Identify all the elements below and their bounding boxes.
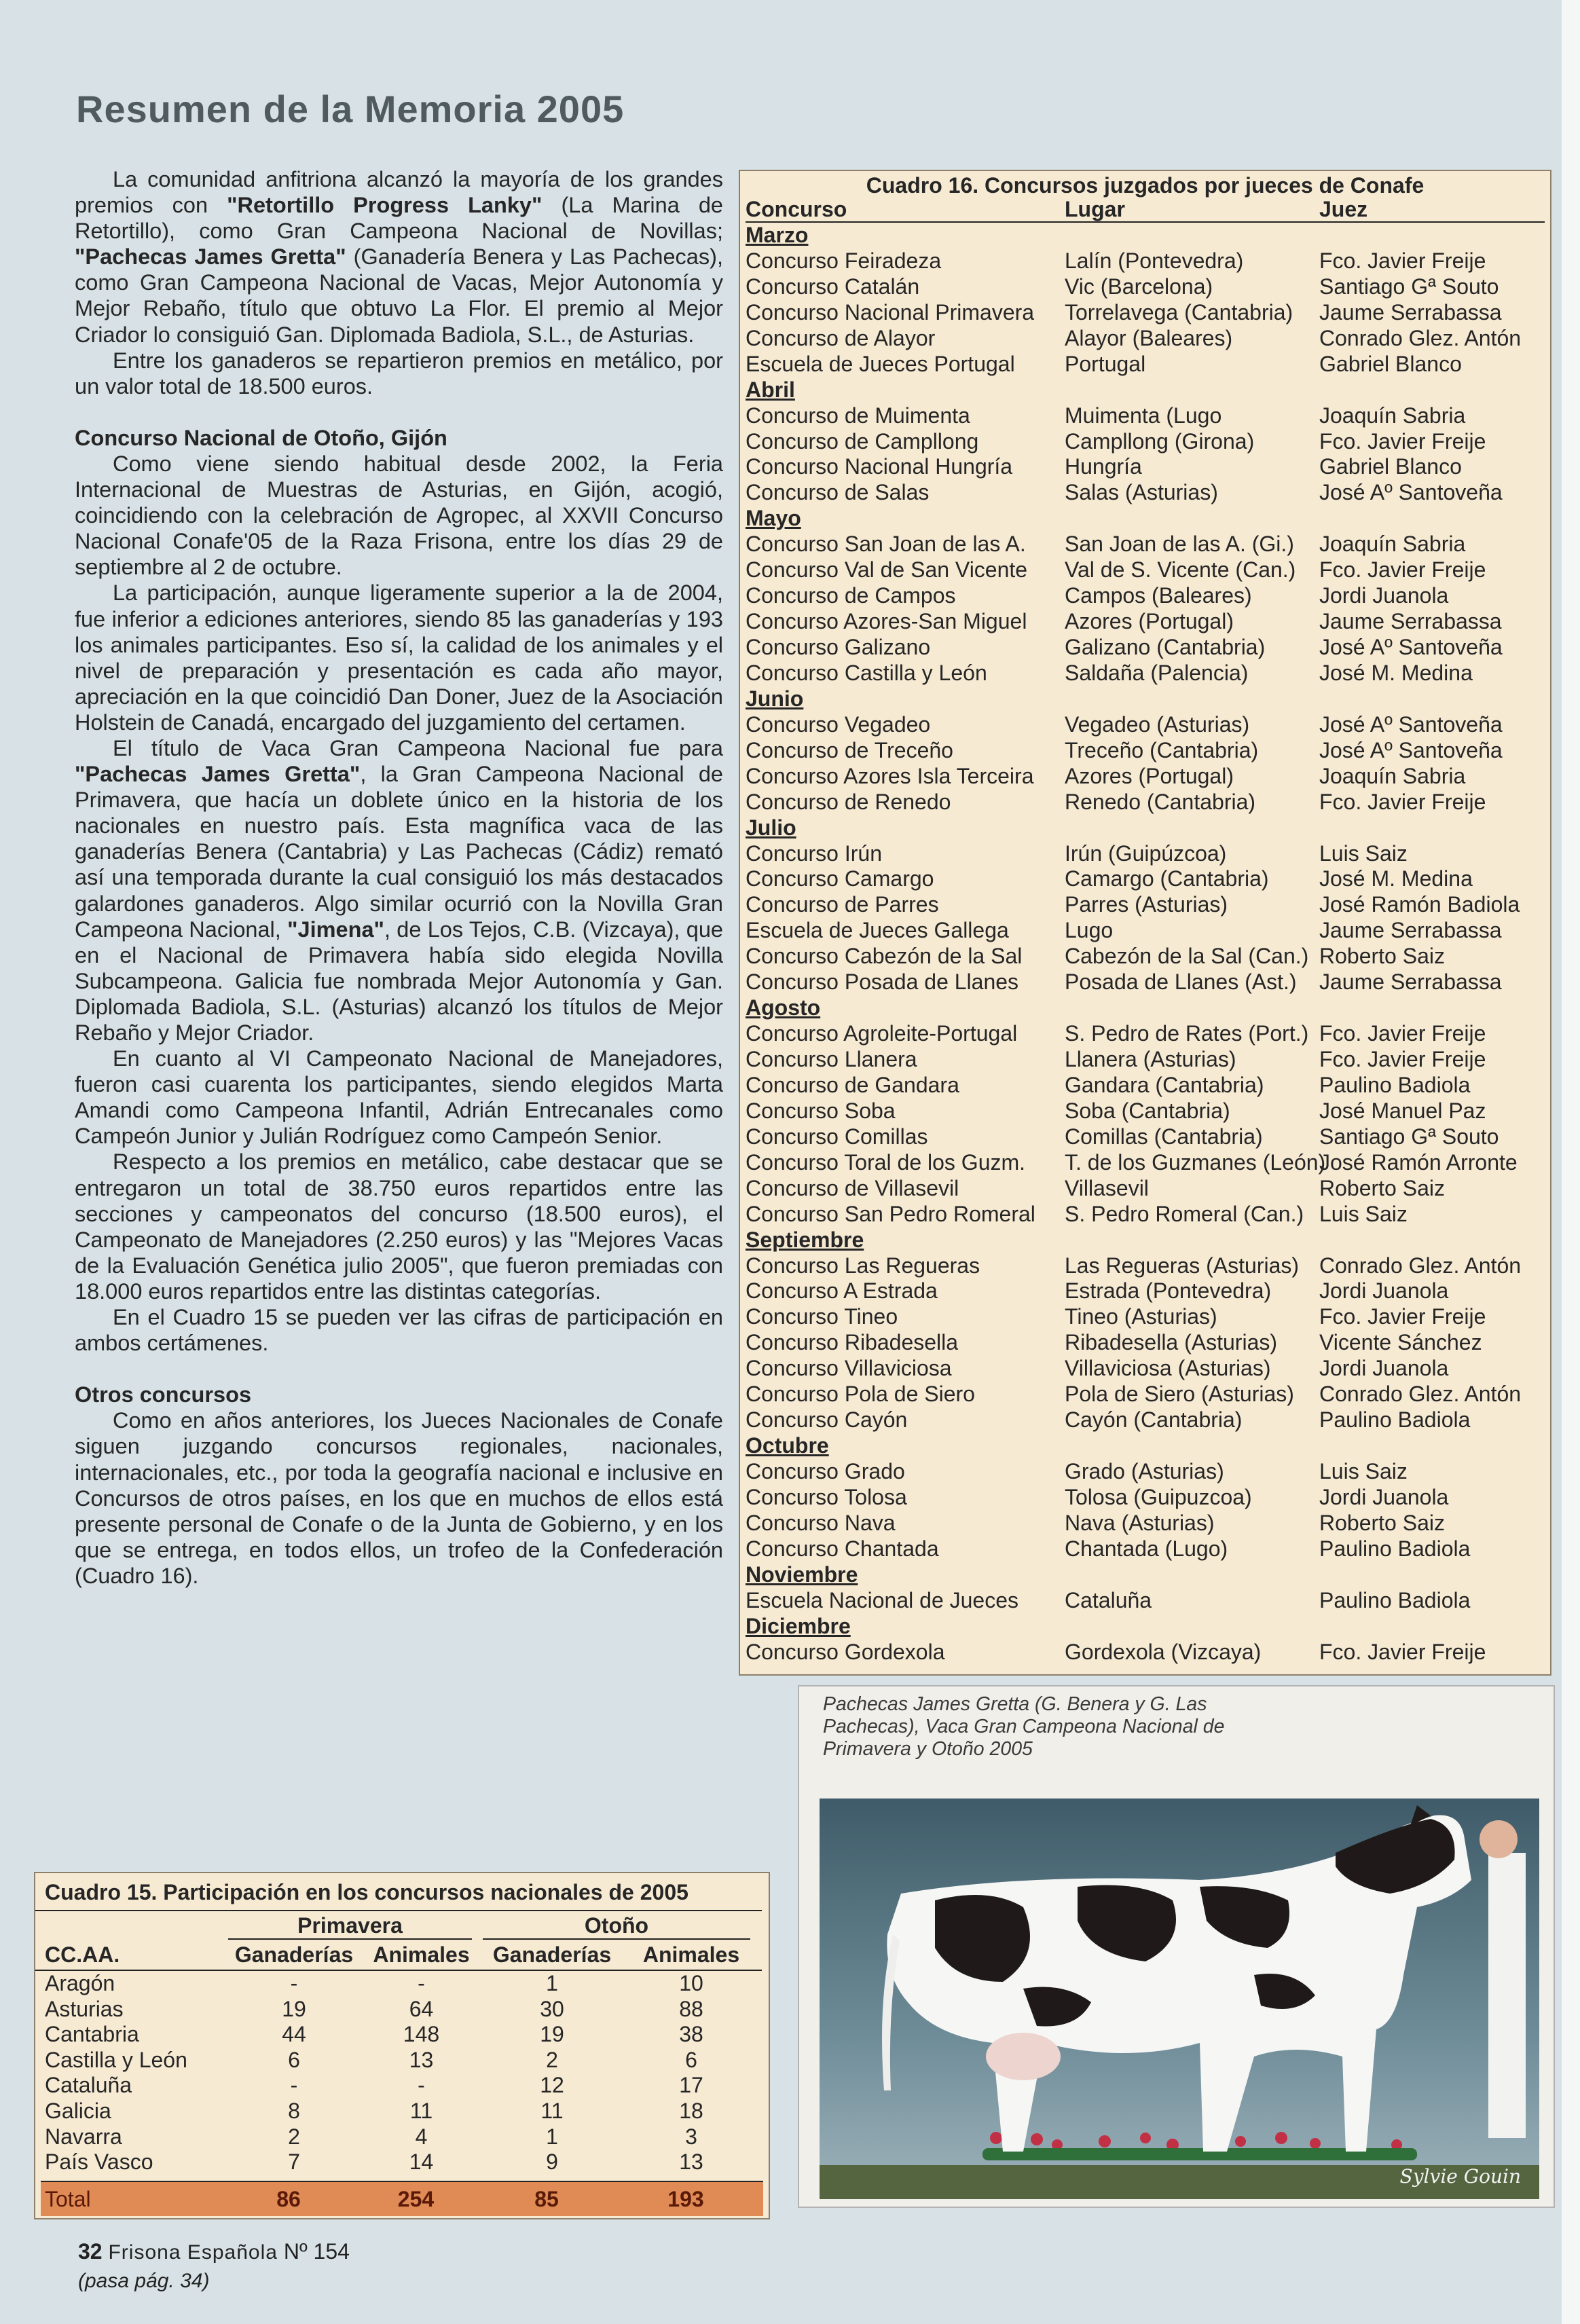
table-row (746, 1640, 1545, 1665)
group-otono: Otoño (483, 1911, 750, 1940)
table-cell: 19 (282, 1996, 306, 2021)
table-row (746, 1511, 1545, 1536)
table-cell: Cataluña (1065, 1587, 1152, 1612)
total-row (41, 2181, 763, 2216)
table-cell: Concurso Irún (746, 841, 882, 866)
table-cell: José Manuel Paz (1319, 1098, 1486, 1123)
table-cell: Concurso Comillas (746, 1124, 928, 1149)
table-cell: País Vasco (45, 2150, 153, 2175)
table-cell: Gandara (Cantabria) (1065, 1072, 1264, 1097)
table-row (35, 2124, 769, 2150)
table-cell: Concurso Posada de Llanes (746, 970, 1019, 995)
table-row (746, 326, 1545, 352)
table-cell: José M. Medina (1319, 660, 1473, 685)
table-cell: Concurso de Villasevil (746, 1175, 959, 1200)
month-heading: Marzo (746, 223, 809, 247)
table-cell: 2 (288, 2124, 300, 2149)
table-cell: Fco. Javier Freije (1319, 1304, 1486, 1329)
column-header: Juez (1319, 197, 1368, 221)
table-header (35, 1940, 762, 1971)
table-cell: 3 (685, 2124, 697, 2149)
table-cell: Tineo (Asturias) (1065, 1304, 1217, 1329)
section-heading-otros: Otros concursos (75, 1382, 252, 1407)
table-cell: Portugal (1065, 351, 1146, 376)
table-row (35, 1997, 769, 2023)
table-row (35, 1971, 769, 1997)
table-row (746, 609, 1545, 635)
table-cell: Val de S. Vicente (Can.) (1065, 557, 1296, 583)
table-cell: 1 (546, 1971, 558, 1995)
group-primavera: Primavera (228, 1911, 472, 1940)
table-cell: Luis Saiz (1319, 1459, 1408, 1483)
table-cell: Aragón (45, 1971, 115, 1995)
column-header: Ganaderías (492, 1942, 612, 1967)
table-row (35, 2150, 769, 2175)
table-cell: Escuela de Jueces Portugal (746, 351, 1015, 376)
table-row (35, 2022, 769, 2048)
table-cell: 14 (409, 2150, 434, 2175)
table-cell: Concurso San Joan de las A. (746, 532, 1026, 557)
table-cell: Estrada (Pontevedra) (1065, 1278, 1272, 1304)
table-row (746, 1485, 1545, 1511)
table-title: Cuadro 15. Participación en los concursos nacionales de 2005 (35, 1873, 762, 1911)
table-cell: Santiago Gª Souto (1319, 274, 1499, 299)
column-header: Lugar (1065, 197, 1125, 221)
table-row (746, 1304, 1545, 1330)
table-cell: Concurso de Salas (746, 480, 930, 505)
table-cell: Jordi Juanola (1319, 1278, 1449, 1304)
table-cell: Jordi Juanola (1319, 583, 1449, 608)
cow-photo-image (820, 1799, 1539, 2199)
table-cell: Villaviciosa (Asturias) (1065, 1356, 1271, 1381)
month-heading: Julio (746, 815, 796, 840)
table-cell: Cantabria (45, 2022, 139, 2047)
table-row (746, 429, 1545, 455)
group-header (35, 1911, 769, 1940)
table-cell: Asturias (45, 1996, 124, 2021)
table-cell: 13 (409, 2047, 434, 2072)
table-cell: Nava (Asturias) (1065, 1510, 1215, 1535)
table-cell: Jordi Juanola (1319, 1356, 1449, 1381)
table-cell: S. Pedro Romeral (Can.) (1065, 1201, 1304, 1226)
table-cell: 85 (534, 2186, 559, 2211)
table-cell: Azores (Portugal) (1065, 763, 1234, 788)
table-cell: José M. Medina (1319, 866, 1473, 891)
table-row (746, 635, 1545, 661)
table-cell: Concurso Gordexola (746, 1639, 945, 1664)
table-cell: Irún (Guipúzcoa) (1065, 841, 1227, 866)
table-cell: Conrado Glez. Antón (1319, 325, 1522, 350)
table-cell: José Ramón Badiola (1319, 892, 1520, 917)
issue-number: Nº 154 (283, 2239, 350, 2264)
table-cell: 19 (540, 2022, 564, 2047)
table-cell: José Aº Santoveña (1319, 737, 1503, 762)
table-cell: 1 (546, 2124, 558, 2149)
table-cell: Concurso Cayón (746, 1407, 908, 1433)
table-cell: Joaquín Sabria (1319, 532, 1466, 557)
table-cell: Concurso de Alayor (746, 325, 936, 350)
article-paragraph: Entre los ganaderos se repartieron premios en metálico, por un valor total de 18.500 euros. (75, 348, 723, 399)
table-cell: Salas (Asturias) (1065, 480, 1218, 505)
table-body (740, 223, 1550, 1665)
table-cell: Pola de Siero (Asturias) (1065, 1382, 1294, 1407)
table-cell: José Aº Santoveña (1319, 712, 1503, 737)
table-cell: Cayón (Cantabria) (1065, 1407, 1243, 1433)
table-row (35, 2099, 769, 2124)
table-cell: Concurso Castilla y León (746, 660, 987, 685)
table-row (746, 532, 1545, 557)
table-row (746, 248, 1545, 274)
table-cell: 86 (276, 2186, 301, 2211)
table-cell: Jaume Serrabassa (1319, 609, 1502, 634)
cuadro-16-table (739, 170, 1551, 1676)
table-cell: Comillas (Cantabria) (1065, 1124, 1263, 1149)
table-cell: Grado (Asturias) (1065, 1459, 1224, 1483)
table-cell: Concurso Soba (746, 1098, 896, 1123)
table-row (746, 1459, 1545, 1485)
table-row (746, 1356, 1545, 1382)
table-cell: Roberto Saiz (1319, 1175, 1445, 1200)
table-row (746, 1176, 1545, 1202)
magazine-name: Frisona Española (108, 2241, 278, 2264)
column-header: Animales (373, 1942, 470, 1967)
table-cell: Camargo (Cantabria) (1065, 866, 1269, 891)
month-heading: Mayo (746, 506, 801, 531)
continued-note: (pasa pág. 34) (78, 2270, 210, 2292)
table-cell: 11 (540, 2098, 564, 2123)
article-paragraph: La participación, aunque ligeramente superior a la de 2004, fue inferior a ediciones anteriores, siendo 85 las ganaderías y 193 los animales participantes. Eso sí, la calidad de los animales y el nivel de preparación y presentación es cada año mayor, apreciación en la que coincidió Dan Doner, Juez de la Asociación Holstein de Canadá, encargado del juzgamiento del certamen. (75, 580, 723, 735)
table-cell: T. de los Guzmanes (León) (1065, 1149, 1326, 1175)
table-cell: Gabriel Blanco (1319, 454, 1462, 479)
table-cell: 148 (403, 2022, 440, 2047)
table-cell: Alayor (Baleares) (1065, 325, 1233, 350)
table-cell: José Ramón Arronte (1319, 1149, 1518, 1175)
table-cell: Soba (Cantabria) (1065, 1098, 1230, 1123)
table-cell: 8 (288, 2098, 300, 2123)
table-row (746, 1253, 1545, 1279)
table-cell: Concurso Toral de los Guzm. (746, 1149, 1026, 1175)
table-cell: Luis Saiz (1319, 1201, 1408, 1226)
total-label: Total (45, 2186, 91, 2211)
table-cell: Navarra (45, 2124, 122, 2149)
table-cell: Jaume Serrabassa (1319, 299, 1502, 325)
table-cell: Tolosa (Guipuzcoa) (1065, 1484, 1252, 1509)
table-cell: Las Regueras (Asturias) (1065, 1253, 1300, 1278)
table-title: Cuadro 16. Concursos juzgados por jueces de Conafe (866, 173, 1425, 198)
table-cell: Concurso Vegadeo (746, 712, 931, 737)
article-column (75, 166, 723, 1589)
table-cell: Posada de Llanes (Ast.) (1065, 970, 1297, 995)
table-cell: Concurso Pola de Siero (746, 1382, 975, 1407)
table-cell: Fco. Javier Freije (1319, 1047, 1486, 1071)
table-row (35, 2073, 769, 2099)
table-cell: Jaume Serrabassa (1319, 970, 1502, 995)
table-row (746, 557, 1545, 583)
table-cell: Azores (Portugal) (1065, 609, 1234, 634)
table-cell: Renedo (Cantabria) (1065, 789, 1256, 814)
table-cell: Escuela de Jueces Gallega (746, 918, 1009, 943)
table-cell: Concurso San Pedro Romeral (746, 1201, 1035, 1226)
column-header: CC.AA. (45, 1942, 120, 1967)
table-cell: 64 (409, 1996, 434, 2021)
table-cell: 18 (679, 2098, 703, 2123)
table-cell: Concurso de Campos (746, 583, 956, 608)
table-cell: Roberto Saiz (1319, 1510, 1445, 1535)
table-row (746, 1407, 1545, 1433)
table-cell: Concurso de Muimenta (746, 403, 970, 428)
table-cell: Concurso A Estrada (746, 1278, 938, 1304)
table-row (746, 403, 1545, 429)
table-cell: Luis Saiz (1319, 841, 1408, 866)
table-cell: Concurso Cabezón de la Sal (746, 944, 1023, 969)
month-heading: Junio (746, 686, 804, 711)
month-heading: Agosto (746, 995, 821, 1020)
table-cell: Concurso de Gandara (746, 1072, 959, 1097)
table-row (746, 1202, 1545, 1228)
table-cell: 10 (679, 1971, 703, 1995)
table-cell: Concurso Camargo (746, 866, 934, 891)
month-heading: Diciembre (746, 1613, 851, 1638)
table-cell: 11 (409, 2098, 433, 2123)
table-cell: 7 (288, 2150, 300, 2175)
table-cell: Conrado Glez. Antón (1319, 1253, 1522, 1278)
table-row (746, 454, 1545, 480)
table-cell: Concurso Villaviciosa (746, 1356, 952, 1381)
table-cell: Jordi Juanola (1319, 1484, 1449, 1509)
table-row (746, 1382, 1545, 1407)
table-row (746, 1021, 1545, 1047)
table-row (746, 583, 1545, 609)
table-cell: Lugo (1065, 918, 1114, 943)
table-cell: Concurso de Renedo (746, 789, 951, 814)
article-paragraph: La comunidad anfitriona alcanzó la mayoría de los grandes premios con "Retortillo Progress Lanky" (La Marina de Retortillo), como Gran Campeona Nacional de Novillas; "Pachecas James Gretta" (Ganadería Benera y Las Pachecas), como Gran Campeona Nacional de Vacas, Mejor Autonomía y Mejor Rebaño, título que obtuvo La Flor. El premio al Mejor Criador lo consiguió Gan. Diplomada Badiola, S.L., de Asturias. (75, 167, 723, 347)
table-cell: Vegadeo (Asturias) (1065, 712, 1250, 737)
table-cell: Concurso Galizano (746, 635, 931, 659)
table-cell: Concurso Catalán (746, 274, 920, 299)
article-paragraph: En cuanto al VI Campeonato Nacional de Manejadores, fueron casi cuarenta los participantes, siendo elegidos Marta Amandi como Campeona Infantil, Adrián Entrecanales como Campeón Junior y Julián Rodríguez como Campeón Senior. (75, 1046, 723, 1149)
table-row (746, 300, 1545, 326)
table-cell: 12 (540, 2073, 564, 2098)
table-row (746, 1278, 1545, 1304)
table-cell: 4 (415, 2124, 428, 2149)
section-heading-gijon: Concurso Nacional de Otoño, Gijón (75, 425, 447, 450)
table-cell: Vic (Barcelona) (1065, 274, 1213, 299)
table-cell: Concurso de Treceño (746, 737, 953, 762)
table-cell: S. Pedro de Rates (Port.) (1065, 1021, 1309, 1046)
table-cell: Paulino Badiola (1319, 1072, 1471, 1097)
article-paragraph: Como viene siendo habitual desde 2002, la Feria Internacional de Muestras de Asturias, en Gijón, acogió, coincidiendo con la celebración de Agropec, al XXVII Concurso Nacional Conafe'05 de la Raza Frisona, entre los días 29 de septiembre al 2 de octubre. (75, 451, 723, 580)
table-cell: 2 (546, 2047, 558, 2072)
table-cell: Fco. Javier Freije (1319, 789, 1486, 814)
table-cell: - (418, 1971, 425, 1995)
table-row (35, 2048, 769, 2073)
table-body (35, 1971, 769, 2175)
table-row (746, 790, 1545, 815)
column-header: Concurso (746, 197, 847, 221)
cuadro-15-table (34, 1872, 770, 2219)
article-paragraph: En el Cuadro 15 se pueden ver las cifras de participación en ambos certámenes. (75, 1305, 723, 1356)
table-cell: Concurso Tineo (746, 1304, 898, 1329)
table-cell: Fco. Javier Freije (1319, 557, 1486, 583)
table-cell: Concurso Chantada (746, 1536, 939, 1561)
table-cell: Muimenta (Lugo (1065, 403, 1222, 428)
table-row (746, 661, 1545, 686)
table-cell: Fco. Javier Freije (1319, 428, 1486, 454)
table-cell: 193 (667, 2186, 704, 2211)
photo-caption: Pachecas James Gretta (G. Benera y G. Las Pachecas), Vaca Gran Campeona Nacional de Primavera y Otoño 2005 (823, 1693, 1225, 1760)
table-cell: Concurso Nacional Primavera (746, 299, 1035, 325)
table-cell: Paulino Badiola (1319, 1407, 1471, 1433)
table-row (746, 738, 1545, 764)
table-cell: Concurso Nacional Hungría (746, 454, 1013, 479)
table-row (746, 970, 1545, 995)
article-paragraph: Como en años anteriores, los Jueces Nacionales de Conafe siguen juzgando concursos regionales, nacionales, internacionales, etc., por toda la geografía nacional e inclusive en Concursos de otros países, en los que en muchos de ellos está presente personal de Conafe o de la Junta de Gobierno, y en los que se entrega, en todos ellos, un trofeo de la Confederación (Cuadro 16). (75, 1408, 723, 1588)
table-row (746, 866, 1545, 892)
table-cell: Campllong (Girona) (1065, 428, 1255, 454)
table-cell: Concurso Tolosa (746, 1484, 907, 1509)
table-cell: Campos (Baleares) (1065, 583, 1252, 608)
table-cell: Jaume Serrabassa (1319, 918, 1502, 943)
table-cell: Santiago Gª Souto (1319, 1124, 1499, 1149)
table-cell: Galizano (Cantabria) (1065, 635, 1266, 659)
month-heading: Abril (746, 377, 795, 402)
table-cell: Concurso Val de San Vicente (746, 557, 1028, 583)
table-row (746, 841, 1545, 867)
photo-credit: Sylvie Gouin (1399, 2165, 1521, 2188)
page-edge (1562, 0, 1580, 2324)
page-footer (78, 2239, 350, 2264)
table-cell: Cataluña (45, 2073, 132, 2098)
article-paragraph: Respecto a los premios en metálico, cabe destacar que se entregaron un total de 38.750 euros repartidos entre las secciones y campeonatos del concurso (18.500 euros), el Campeonato de Manejadores (2.250 euros) y las "Mejores Vacas de la Evaluación Genética julio 2005", que fueron premiadas con 18.000 euros repartidos entre las distintas categorías. (75, 1149, 723, 1304)
table-cell: 30 (540, 1996, 564, 2021)
table-row (746, 764, 1545, 790)
table-row (746, 1124, 1545, 1150)
table-cell: - (418, 2073, 425, 2098)
table-cell: Villasevil (1065, 1175, 1149, 1200)
table-cell: Escuela Nacional de Jueces (746, 1587, 1019, 1612)
table-cell: Vicente Sánchez (1319, 1330, 1482, 1355)
table-cell: Concurso Las Regueras (746, 1253, 980, 1278)
table-row (746, 480, 1545, 506)
table-cell: Cabezón de la Sal (Can.) (1065, 944, 1309, 969)
table-cell: 44 (282, 2022, 306, 2047)
table-cell: 6 (288, 2047, 300, 2072)
table-cell: 88 (679, 1996, 703, 2021)
table-cell: Concurso Nava (746, 1510, 896, 1535)
table-cell: Joaquín Sabria (1319, 763, 1466, 788)
table-cell: 38 (679, 2022, 703, 2047)
table-cell: Joaquín Sabria (1319, 403, 1466, 428)
table-cell: Concurso Grado (746, 1459, 905, 1483)
table-row (746, 1588, 1545, 1614)
table-row (746, 1099, 1545, 1124)
table-cell: San Joan de las A. (Gi.) (1065, 532, 1294, 557)
table-cell: Roberto Saiz (1319, 944, 1445, 969)
table-cell: 17 (679, 2073, 703, 2098)
month-heading: Octubre (746, 1433, 829, 1458)
table-cell: Concurso Azores Isla Terceira (746, 763, 1034, 788)
table-cell: - (290, 2073, 298, 2098)
table-cell: Parres (Asturias) (1065, 892, 1228, 917)
table-cell: Concurso Azores-San Miguel (746, 609, 1027, 634)
table-header (746, 197, 1545, 223)
table-cell: 13 (679, 2150, 703, 2175)
column-header: Animales (642, 1942, 740, 1967)
table-cell: Ribadesella (Asturias) (1065, 1330, 1278, 1355)
cow-photo (798, 1685, 1555, 2208)
table-cell: Concurso de Campllong (746, 428, 979, 454)
table-row (746, 1330, 1545, 1356)
table-row (746, 944, 1545, 970)
table-cell: Paulino Badiola (1319, 1536, 1471, 1561)
table-row (746, 892, 1545, 918)
table-cell: - (290, 1971, 298, 1995)
column-header: Ganaderías (234, 1942, 354, 1967)
table-cell: Concurso de Parres (746, 892, 939, 917)
table-cell: Concurso Llanera (746, 1047, 917, 1071)
table-cell: Castilla y León (45, 2047, 187, 2072)
page-number: 32 (78, 2239, 103, 2264)
table-cell: Galicia (45, 2098, 111, 2123)
month-heading: Noviembre (746, 1562, 858, 1587)
table-cell: Lalín (Pontevedra) (1065, 248, 1244, 273)
table-row (746, 352, 1545, 377)
table-cell: Gabriel Blanco (1319, 351, 1462, 376)
table-cell: José Aº Santoveña (1319, 635, 1503, 659)
table-cell: Conrado Glez. Antón (1319, 1382, 1522, 1407)
table-cell: Saldaña (Palencia) (1065, 660, 1249, 685)
page-title: Resumen de la Memoria 2005 (76, 88, 625, 130)
table-row (746, 918, 1545, 944)
table-cell: Gordexola (Vizcaya) (1065, 1639, 1262, 1664)
table-cell: 9 (546, 2150, 558, 2175)
month-heading: Septiembre (746, 1227, 864, 1252)
table-cell: Torrelavega (Cantabria) (1065, 299, 1293, 325)
table-cell: Treceño (Cantabria) (1065, 737, 1259, 762)
table-cell: Fco. Javier Freije (1319, 1639, 1486, 1664)
table-cell: Concurso Agroleite-Portugal (746, 1021, 1018, 1046)
table-row (746, 712, 1545, 738)
table-row (746, 1047, 1545, 1073)
table-cell: 254 (397, 2186, 435, 2211)
table-row (746, 1536, 1545, 1562)
table-cell: Chantada (Lugo) (1065, 1536, 1228, 1561)
table-cell: Hungría (1065, 454, 1142, 479)
table-row (746, 1073, 1545, 1099)
article-paragraph: El título de Vaca Gran Campeona Nacional fue para "Pachecas James Gretta", la Gran Campeona Nacional de Primavera, que hacía un doblete único en la historia de los nacionales en nuestro país. Esta magnífica vaca de las ganaderías Benera (Cantabria) y Las Pachecas (Cádiz) remató así una temporada durante la cual consiguió los más destacados galardones ganaderos. Algo similar ocurrió con la Novilla Gran Campeona Nacional, "Jimena", de Los Tejos, C.B. (Vizcaya), que en el Nacional de Primavera había sido elegida Novilla Subcampeona. Galicia fue nombrada Mejor Autonomía y Gan. Diplomada Badiola, S.L. (Asturias) alcanzó los títulos de Mejor Rebaño y Mejor Criador. (75, 735, 723, 1045)
table-row (746, 1150, 1545, 1176)
table-cell: Llanera (Asturias) (1065, 1047, 1236, 1071)
table-cell: Fco. Javier Freije (1319, 248, 1486, 273)
table-row (746, 274, 1545, 300)
table-cell: 6 (685, 2047, 697, 2072)
table-cell: Concurso Feiradeza (746, 248, 942, 273)
table-cell: Paulino Badiola (1319, 1587, 1471, 1612)
table-cell: Fco. Javier Freije (1319, 1021, 1486, 1046)
table-cell: Concurso Ribadesella (746, 1330, 959, 1355)
table-cell: José Aº Santoveña (1319, 480, 1503, 505)
